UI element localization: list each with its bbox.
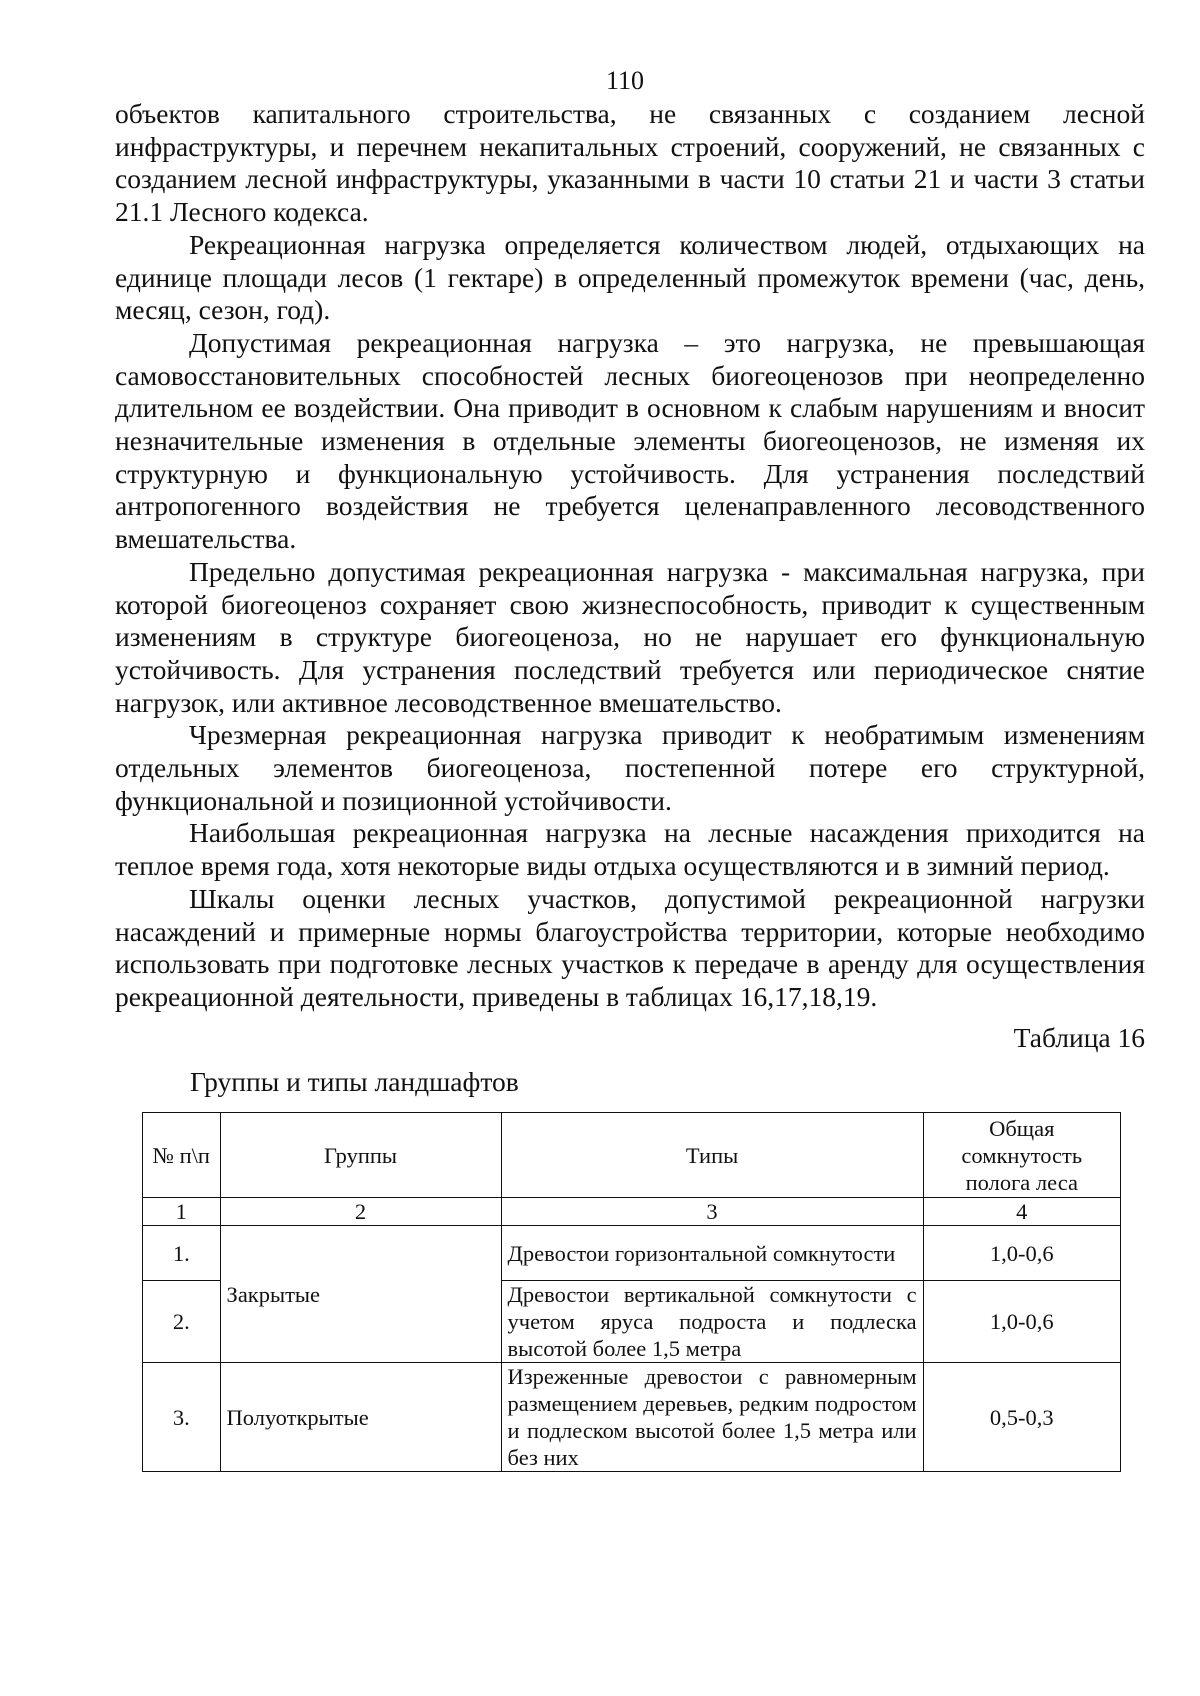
paragraph: Наибольшая рекреационная нагрузка на лесные насаждения приходится на теплое время года, хотя некоторые виды отдыха осуществляются и в зимний период. xyxy=(115,817,1145,882)
body-text xyxy=(115,98,1145,1014)
group-cell: Закрытые xyxy=(220,1226,501,1363)
closure-cell: 1,0-0,6 xyxy=(923,1281,1120,1363)
table-row xyxy=(143,1226,1121,1281)
header-cell-types: Типы xyxy=(501,1113,923,1198)
paragraph: объектов капитального строительства, не связанных с созданием лесной инфраструктуры, и перечнем некапитальных строений, сооружений, не связанных с созданием лесной инфраструктуры, указанными в части 10 статьи 21 и части 3 статьи 21.1 Лесного кодекса. xyxy=(115,98,1145,228)
row-number: 2. xyxy=(143,1281,221,1363)
landscape-table xyxy=(142,1112,1121,1472)
column-number: 1 xyxy=(143,1198,221,1226)
table-header-row xyxy=(143,1113,1121,1198)
paragraph: Шкалы оценки лесных участков, допустимой рекреационной нагрузки насаждений и примерные нормы благоустройства территории, которые необходимо использовать при подготовке лесных участков к передаче в аренду для осуществления рекреационной деятельности, приведены в таблицах 16,17,18,19. xyxy=(115,882,1145,1012)
header-cell-number: № п\п xyxy=(143,1113,221,1198)
row-number: 1. xyxy=(143,1226,221,1281)
paragraph: Предельно допустимая рекреационная нагрузка - максимальная нагрузка, при которой биогеоценоз сохраняет свою жизнеспособность, приводит к существенным изменениям в структуре биогеоценоза, но не нарушает его функциональную устойчивость. Для устранения последствий требуется или периодическое снятие нагрузок, или активное лесоводственное вмешательство. xyxy=(115,555,1145,718)
type-cell: Древостои горизонтальной сомкнутости xyxy=(501,1226,923,1281)
column-number: 2 xyxy=(220,1198,501,1226)
closure-cell: 1,0-0,6 xyxy=(923,1226,1120,1281)
row-number: 3. xyxy=(143,1363,221,1472)
closure-cell: 0,5-0,3 xyxy=(923,1363,1120,1472)
paragraph: Рекреационная нагрузка определяется количеством людей, отдыхающих на единице площади лесов (1 гектаре) в определенный промежуток времени (час, день, месяц, сезон, год). xyxy=(115,228,1145,326)
page-number: 110 xyxy=(605,66,645,95)
paragraph: Чрезмерная рекреационная нагрузка приводит к необратимым изменениям отдельных элементов биогеоценоза, постепенной потере его структурной, функциональной и позиционной устойчивости. xyxy=(115,719,1145,816)
header-cell-closure: Общая сомкнутость полога леса xyxy=(923,1113,1120,1198)
column-number: 3 xyxy=(501,1198,923,1226)
paragraph: Допустимая рекреационная нагрузка – это нагрузка, не превышающая самовосстановительных способностей лесных биогеоценозов при неопределенно длительном ее воздействии. Она приводит в основном к слабым нарушениям и вносит незначительные изменения в отдельные элементы биогеоценозов, не изменяя их структурную и функциональную устойчивость. Для устранения последствий антропогенного воздействия не требуется целенаправленного лесоводственного вмешательства. xyxy=(115,326,1145,555)
column-number: 4 xyxy=(923,1198,1120,1226)
header-cell-groups: Группы xyxy=(220,1113,501,1198)
table-caption: Группы и типы ландшафтов xyxy=(190,1066,519,1097)
type-cell: Древостои вертикальной сомкнутости с учетом яруса подроста и подлеска высотой более 1,5 метра xyxy=(501,1281,923,1363)
type-cell: Изреженные древостои с равномерным размещением деревьев, редким подростом и подлеском высотой более 1,5 метра или без них xyxy=(501,1363,923,1472)
table-row xyxy=(143,1363,1121,1472)
group-cell: Полуоткрытые xyxy=(220,1363,501,1472)
table-label: Таблица 16 xyxy=(1013,1022,1145,1053)
column-number-row xyxy=(143,1198,1121,1226)
